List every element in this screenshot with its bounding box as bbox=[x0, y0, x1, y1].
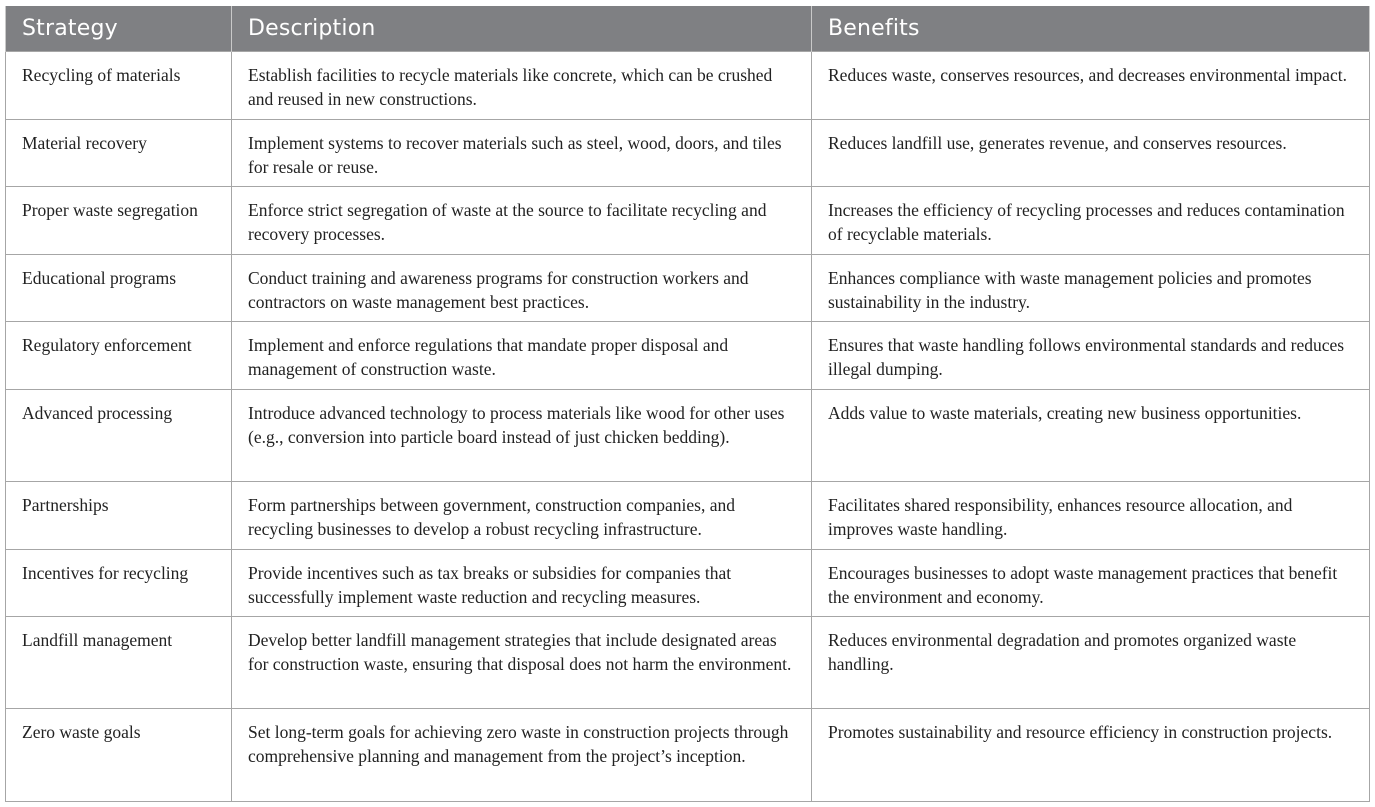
header-benefits: Benefits bbox=[812, 6, 1370, 51]
table-body bbox=[6, 51, 1370, 801]
table-row bbox=[6, 616, 1370, 708]
table-row bbox=[6, 51, 1370, 119]
description-cell: Implement systems to recover materials such as steel, wood, doors, and tiles for resale or reuse. bbox=[232, 119, 812, 186]
table-row bbox=[6, 708, 1370, 801]
table-row bbox=[6, 254, 1370, 321]
table-header bbox=[6, 6, 1370, 51]
description-cell: Enforce strict segregation of waste at the source to facilitate recycling and recovery processes. bbox=[232, 186, 812, 254]
strategy-cell: Regulatory enforcement bbox=[6, 321, 232, 389]
strategy-cell: Zero waste goals bbox=[6, 708, 232, 801]
benefits-cell: Facilitates shared responsibility, enhances resource allocation, and improves waste handling. bbox=[812, 481, 1370, 549]
table-row bbox=[6, 186, 1370, 254]
table-row bbox=[6, 119, 1370, 186]
description-cell: Conduct training and awareness programs for construction workers and contractors on waste management best practices. bbox=[232, 254, 812, 321]
strategy-table bbox=[5, 6, 1370, 802]
benefits-cell: Encourages businesses to adopt waste management practices that benefit the environment and economy. bbox=[812, 549, 1370, 616]
description-cell: Establish facilities to recycle materials like concrete, which can be crushed and reused in new constructions. bbox=[232, 51, 812, 119]
header-strategy: Strategy bbox=[6, 6, 232, 51]
strategy-cell: Incentives for recycling bbox=[6, 549, 232, 616]
strategy-cell: Landfill management bbox=[6, 616, 232, 708]
strategy-cell: Advanced processing bbox=[6, 389, 232, 481]
benefits-cell: Ensures that waste handling follows environmental standards and reduces illegal dumping. bbox=[812, 321, 1370, 389]
description-cell: Introduce advanced technology to process materials like wood for other uses (e.g., conversion into particle board instead of just chicken bedding). bbox=[232, 389, 812, 481]
benefits-cell: Increases the efficiency of recycling processes and reduces contamination of recyclable materials. bbox=[812, 186, 1370, 254]
strategy-cell: Proper waste segregation bbox=[6, 186, 232, 254]
benefits-cell: Reduces landfill use, generates revenue, and conserves resources. bbox=[812, 119, 1370, 186]
strategy-cell: Educational programs bbox=[6, 254, 232, 321]
description-cell: Implement and enforce regulations that mandate proper disposal and management of construction waste. bbox=[232, 321, 812, 389]
strategy-cell: Material recovery bbox=[6, 119, 232, 186]
benefits-cell: Reduces waste, conserves resources, and decreases environmental impact. bbox=[812, 51, 1370, 119]
benefits-cell: Adds value to waste materials, creating new business opportunities. bbox=[812, 389, 1370, 481]
strategy-cell: Recycling of materials bbox=[6, 51, 232, 119]
benefits-cell: Enhances compliance with waste management policies and promotes sustainability in the industry. bbox=[812, 254, 1370, 321]
benefits-cell: Reduces environmental degradation and promotes organized waste handling. bbox=[812, 616, 1370, 708]
header-row bbox=[6, 6, 1370, 51]
header-description: Description bbox=[232, 6, 812, 51]
description-cell: Develop better landfill management strategies that include designated areas for construction waste, ensuring that disposal does not harm the environment. bbox=[232, 616, 812, 708]
table-row bbox=[6, 321, 1370, 389]
description-cell: Provide incentives such as tax breaks or subsidies for companies that successfully implement waste reduction and recycling measures. bbox=[232, 549, 812, 616]
description-cell: Set long-term goals for achieving zero waste in construction projects through comprehensive planning and management from the project’s inception. bbox=[232, 708, 812, 801]
table-row bbox=[6, 389, 1370, 481]
strategy-cell: Partnerships bbox=[6, 481, 232, 549]
benefits-cell: Promotes sustainability and resource efficiency in construction projects. bbox=[812, 708, 1370, 801]
table-row bbox=[6, 549, 1370, 616]
table-row bbox=[6, 481, 1370, 549]
description-cell: Form partnerships between government, construction companies, and recycling businesses to develop a robust recycling infrastructure. bbox=[232, 481, 812, 549]
